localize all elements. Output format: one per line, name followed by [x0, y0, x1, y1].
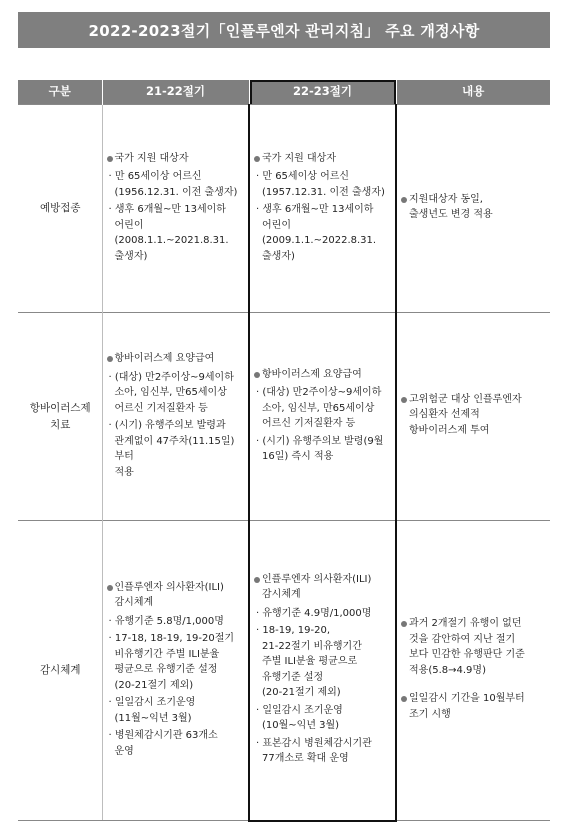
- row-category: 항바이러스제 치료: [18, 313, 102, 521]
- bullet-icon: [401, 397, 407, 403]
- list-item: · (대상) 만2주이상~9세이하 소아, 임신부, 만65세이상 어르신 기저질환자 등: [256, 387, 382, 429]
- table-header-row: [18, 80, 550, 105]
- cell-21-22: [102, 105, 249, 313]
- cell-22-23: [249, 521, 396, 821]
- list-item: · 17-18, 18-19, 19-20절기 비유행기간 주별 ILI분율 평균으로 유행기준 설정 (20-21절기 제외): [108, 633, 235, 691]
- list-item: 일일감시 기간을 10월부터 조기 시행: [401, 691, 547, 722]
- cell-content: [396, 521, 550, 821]
- list-item: 국가 지원 대상자: [254, 151, 392, 167]
- list-item: 국가 지원 대상자: [107, 151, 246, 167]
- list-item: 인플루엔자 의사환자(ILI) 감시체계: [107, 580, 246, 611]
- list-item: 고위험군 대상 인플루엔자 의심환자 선제적 항바이러스제 투여: [401, 392, 547, 439]
- bullet-icon: [401, 696, 407, 702]
- list-item: 항바이러스제 요양급여: [107, 351, 246, 367]
- list-item: · 생후 6개월~만 13세이하 어린이 (2008.1.1.~2021.8.31. 출생자): [108, 204, 229, 262]
- revision-table: [18, 80, 550, 822]
- list-item: 지원대상자 동일, 출생년도 변경 적용: [401, 192, 547, 223]
- list-item: · 유행기준 4.9명/1,000명: [256, 607, 372, 619]
- cell-content: [396, 313, 550, 521]
- bullet-icon: [107, 585, 113, 591]
- spacer: [401, 681, 547, 691]
- row-category: 예방접종: [18, 105, 102, 313]
- list-item: 항바이러스제 요양급여: [254, 367, 392, 383]
- row-category: 감시체계: [18, 521, 102, 821]
- bullet-icon: [107, 156, 113, 162]
- list-item: · 일일감시 조기운영 (10월~익년 3월): [256, 704, 343, 732]
- list-item: · 만 65세이상 어르신 (1956.12.31. 이전 출생자): [108, 171, 238, 198]
- cell-21-22: [102, 313, 249, 521]
- list-item: · 생후 6개월~만 13세이하 어린이 (2009.1.1.~2022.8.31. 출생자): [256, 204, 377, 262]
- table-row: [18, 313, 550, 521]
- list-item: · 병원체감시기관 63개소 운영: [108, 730, 218, 757]
- bullet-icon: [401, 197, 407, 203]
- table-row: [18, 521, 550, 821]
- list-item: 인플루엔자 의사환자(ILI) 감시체계: [254, 572, 392, 603]
- list-item: · 유행기준 5.8명/1,000명: [108, 615, 224, 627]
- header-21-22: 21-22절기: [102, 80, 249, 105]
- header-category: 구분: [18, 80, 102, 105]
- cell-content: [396, 105, 550, 313]
- bullet-icon: [254, 156, 260, 162]
- bullet-icon: [401, 621, 407, 627]
- header-22-23: 22-23절기: [249, 80, 396, 105]
- list-item: 과거 2개절기 유행이 없던 것을 감안하여 지난 절기 보다 민감한 유행판단 기준 적용(5.8→4.9명): [401, 616, 547, 678]
- list-item: · 표본감시 병원체감시기관 77개소로 확대 운영: [256, 737, 372, 765]
- list-item: · 일일감시 조기운영 (11월~익년 3월): [108, 697, 196, 724]
- cell-22-23: [249, 105, 396, 313]
- list-item: · (대상) 만2주이상~9세이하 소아, 임신부, 만65세이상 어르신 기저질환자 등: [108, 371, 234, 414]
- bullet-icon: [254, 577, 260, 583]
- page-title: 2022-2023절기「인플루엔자 관리지침」 주요 개정사항: [18, 12, 550, 48]
- header-content: 내용: [396, 80, 550, 105]
- list-item: · 만 65세이상 어르신 (1957.12.31. 이전 출생자): [256, 171, 385, 198]
- table-row: [18, 105, 550, 313]
- list-item: · (시기) 유행주의보 발령(9월 16일) 즉시 적용: [256, 435, 384, 462]
- bullet-icon: [107, 356, 113, 362]
- bullet-icon: [254, 372, 260, 378]
- cell-22-23: [249, 313, 396, 521]
- list-item: · (시기) 유행주의보 발령과 관계없이 47주차(11.15일) 부터 적용: [108, 420, 235, 478]
- list-item: · 18-19, 19-20, 21-22절기 비유행기간 주별 ILI분율 평균으로 유행기준 설정 (20-21절기 제외): [256, 625, 362, 699]
- cell-21-22: [102, 521, 249, 821]
